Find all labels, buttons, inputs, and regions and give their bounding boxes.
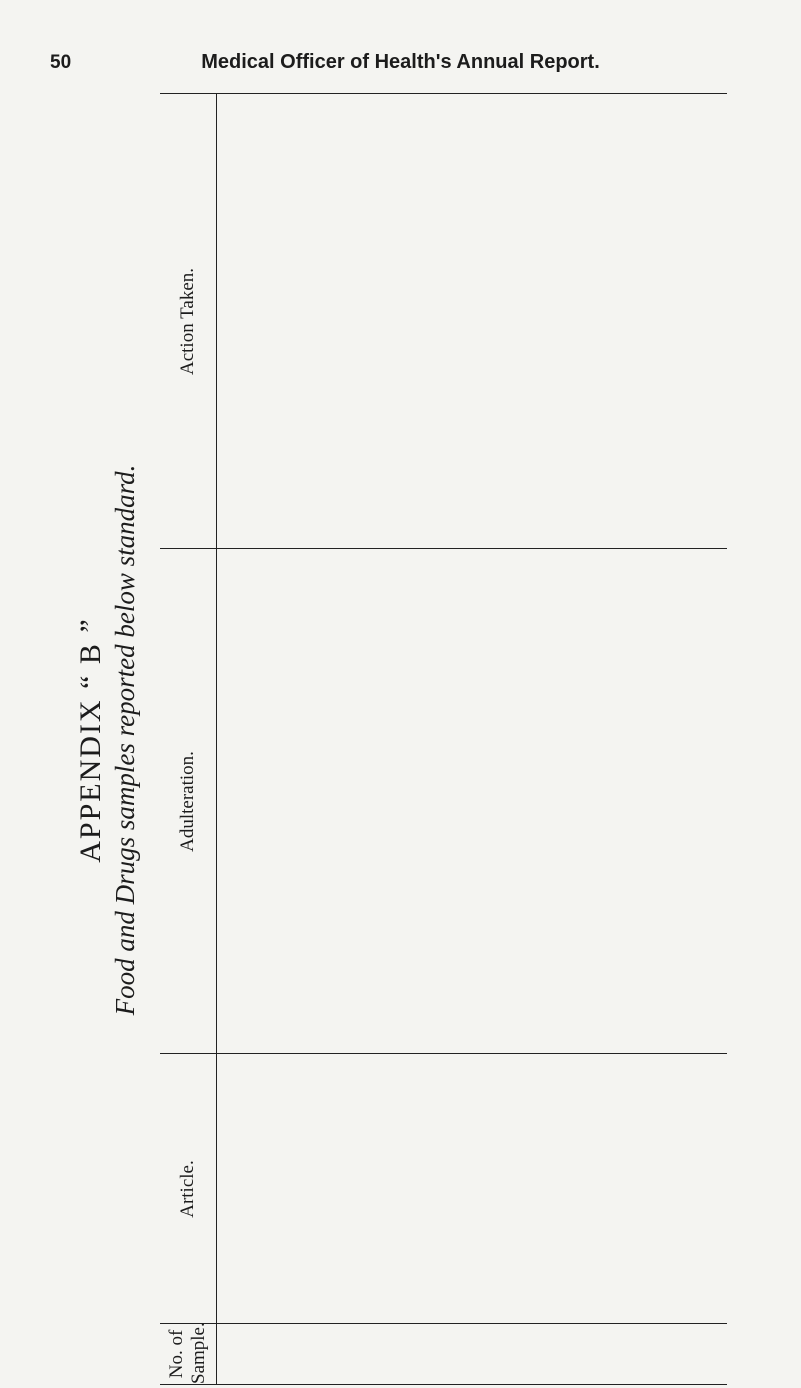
rotated-page-body [70, 95, 730, 1385]
article-header-text: Article. [177, 1160, 198, 1218]
page-number: 50 [50, 52, 72, 73]
appendix-title: APPENDIX “ B ” [74, 617, 107, 863]
sample-header-text: No. of [166, 1329, 187, 1379]
adulteration-header-text: Adulteration. [177, 751, 198, 852]
action-header-text: Action Taken. [177, 268, 198, 376]
appendix-subtitle: Food and Drugs samples reported below standard. [110, 464, 140, 1016]
running-title: Medical Officer of Health's Annual Report. [201, 51, 600, 73]
page-header [0, 0, 801, 90]
column-divider [160, 1053, 727, 1054]
column-divider [160, 1323, 727, 1324]
sample-column-header [166, 1324, 210, 1384]
action-column-header [177, 94, 199, 549]
column-divider [160, 548, 727, 549]
adulteration-column-header [177, 549, 199, 1054]
samples-table [160, 93, 727, 1385]
header-divider [216, 94, 217, 1384]
article-column-header [177, 1054, 199, 1324]
sample-header-text: Sample. [188, 1322, 209, 1384]
